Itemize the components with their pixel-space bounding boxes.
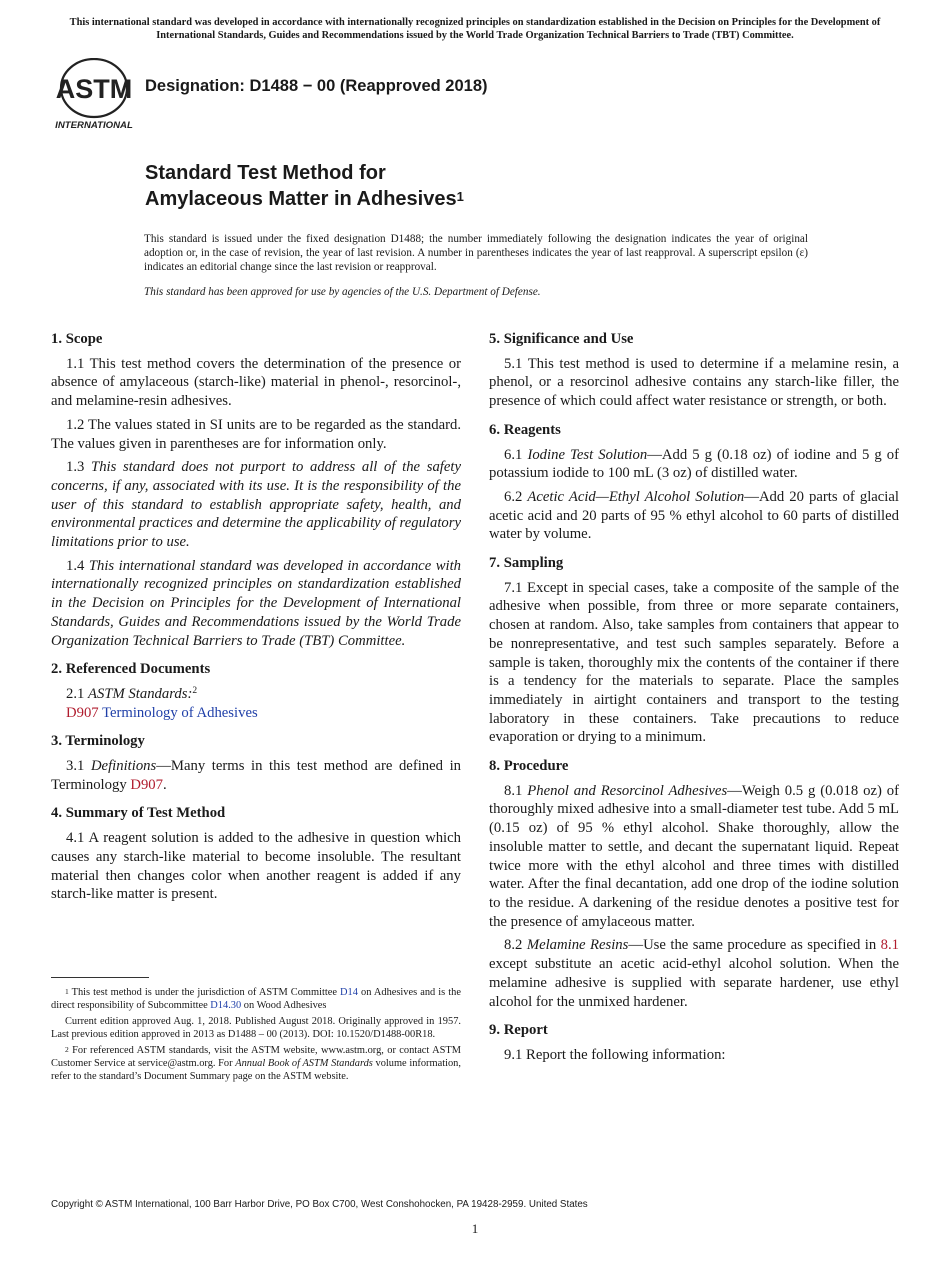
section-2-heading: 2. Referenced Documents [51,661,211,678]
para-5-1: 5.1 This test method is used to determine if a melamine resin, a phenol, or a resorcinol adhesive contains any starch-like filler, the presence of which could affect water resistance or strength, or both. [489,355,899,410]
section-4-heading: 4. Summary of Test Method [51,805,226,822]
para-3-1-end: . [162,776,167,793]
para-3-1-text: —Many terms in this test method are defined in Terminology [51,758,462,793]
para-6-1-num: 6.1 [504,446,523,463]
para-1-4-num: 1.4 [66,557,85,574]
section-1-heading: 1. Scope [51,331,103,347]
section-7-heading: 7. Sampling [489,555,564,572]
para-4-1: 4.1 A reagent solution is added to the adhesive in question which causes any starch-like material to become insoluble. The resultant material then changes color when another reagent is added if any starch-like matter is present. [51,830,461,903]
para-1-1: 1.1 This test method covers the determination of the presence or absence of amylaceous (starch-like) material in phenol-, resorcinol-, and melamine-resin adhesives. [51,355,461,410]
para-3-1 [51,757,461,794]
section-8-heading: 8. Procedure [489,758,569,775]
footnote-1-mark: 1 [65,987,69,996]
footnote-1-text-a: This test method is under the jurisdiction of ASTM Committee [71,987,341,998]
approved-note: This standard has been approved for use by agencies of the U.S. Department of Defense. [144,286,541,298]
para-1-4-text: This international standard was developed in accordance with internationally recognized principles on standardization established in the Decision on Principles for the Development of International Standards, Guides and Recommendations issued by the World Trade Organization Technical Barriers to Trade (TBT) Committee. [51,557,461,649]
footnote-2-text-b: volume information, refer to the standard’s Document Summary page on the ASTM website. [51,1058,461,1083]
footnote-2-text-a: For referenced ASTM standards, visit the ASTM website, www.astm.org, or contact ASTM Customer Service at service@astm.org. For [51,1044,461,1070]
footnote-2 [51,1044,461,1084]
para-6-1 [489,446,899,483]
title-line-1: Standard Test Method for [145,162,386,184]
reference-d907 [51,704,461,723]
para-3-1-num: 3.1 [66,758,85,775]
designation: Designation: D1488 − 00 (Reapproved 2018) [145,77,488,95]
left-column [51,328,461,909]
para-8-1 [489,782,899,932]
para-1-3-num: 1.3 [66,459,85,476]
title-line-2: Amylaceous Matter in Adhesives [145,188,457,210]
section-6-heading: 6. Reagents [489,421,561,438]
para-1-3-text: This standard does not purport to address all of the safety concerns, if any, associated with its use. It is the responsibility of the user of this standard to establish appropriate safety, health, and environmental practices and determine the applicability of regulatory limitations prior to use. [51,459,462,551]
para-6-2-term: Acetic Acid—Ethyl Alcohol Solution [527,488,745,505]
para-2-1-num: 2.1 [66,685,85,702]
section-3-heading: 3. Terminology [51,733,145,750]
para-6-1-term: Iodine Test Solution [527,446,648,463]
astm-logo [54,58,134,132]
para-8-2 [489,936,899,1011]
para-1-4 [51,557,461,651]
para-8-2-text-b: except substitute an acetic acid-ethyl alcohol solution. When the melamine adhesive is supplied with separate hardener, use ethyl alcohol for the unmixed hardener. [489,956,899,1010]
top-notice: This international standard was developed in accordance with internationally recognized principles on standardization established in the Decision on Principles for the Development of International Standards, Guides and Recommendations issued by the World Trade Organization Technical Barriers to Trade (TBT) Committee. [69,17,881,41]
para-6-2-num: 6.2 [504,488,523,505]
para-1-2: 1.2 The values stated in SI units are to be regarded as the standard. The values given in parentheses are for information only. [51,416,461,452]
copyright-line: Copyright © ASTM International, 100 Barr Harbor Drive, PO Box C700, West Conshohocken, PA 19428-2959. United States [51,1199,588,1210]
committee-d14-link[interactable]: D14 [340,987,358,998]
para-2-1 [51,685,461,704]
footnote-1-text-b: on Adhesives and is the direct responsibility of Subcommittee [51,987,461,1012]
para-7-1: 7.1 Except in special cases, take a composite of the sample of the adhesive when possible, from three or more separate containers, chosen at random. Also, take samples from containers that appear to be nonrepresentative, and test such samples separately. Before a sample is taken, thoroughly mix the contents of the container if there is a tendency for the materials to separate. Place the samples immediately in airtight containers and transport to the testing laboratory in these containers. Take precautions to reduce evaporation or drying to a minimum. [489,579,899,746]
title-footnote-mark: 1 [456,189,464,204]
para-8-2-text-a: —Use the same procedure as specified in [628,937,881,954]
para-6-1-text: —Add 5 g (0.18 oz) of iodine and 5 g of potassium iodide to 100 mL (3 oz) of distilled water. [489,446,900,482]
para-8-1-text: —Weigh 0.5 g (0.018 oz) of thoroughly mixed adhesive into a small-diameter test tube. Add 5 mL (0.15 oz) of 95 % ethyl alcohol. Shake thoroughly, allow the insoluble matter to settle, and decant the supernatant liquid. Repeat twice more with the ethyl alcohol and three times with distilled water. After the final decantation, add one drop of the iodine solution to the residue. A darkening of the residue denotes a positive test for the presence of amylaceous matter. [489,782,899,930]
terminology-d907-link[interactable]: D907 [130,776,163,793]
ref-d907-link[interactable]: D907 [66,704,99,721]
para-8-2-term: Melamine Resins [526,937,629,954]
para-8-2-num: 8.2 [504,937,523,954]
para-2-1-text: ASTM Standards: [88,685,193,702]
section-8-1-link[interactable]: 8.1 [880,937,900,954]
para-6-2 [489,488,899,544]
footnote-1 [51,986,461,1013]
section-5-heading: 5. Significance and Use [489,331,634,347]
footnote-2-mark: 2 [65,1044,69,1054]
subcommittee-d14-30-link[interactable]: D14.30 [210,1000,242,1012]
issued-note: This standard is issued under the fixed designation D1488; the number immediately following the designation indicates the year of original adoption or, in the case of revision, the year of last revision. A number in parentheses indicates the year of last reapproval. A superscript epsilon (ε) indicates an editorial change since the last revision or reapproval. [144,233,808,274]
right-column [489,328,899,1070]
footnote-1-text-c: on Wood Adhesives [241,1000,327,1012]
page-number: 1 [471,1221,479,1236]
section-9-heading: 9. Report [489,1022,548,1039]
footnote-divider [51,977,149,978]
para-1-3 [51,458,461,552]
footnotes [51,986,461,1086]
logo-letters: ASTM [55,74,133,104]
para-8-1-num: 8.1 [504,782,523,799]
logo-subtext: INTERNATIONAL [55,120,133,131]
footnote-2-italic: Annual Book of ASTM Standards [235,1058,373,1070]
document-title [145,160,464,212]
footnote-edition: Current edition approved Aug. 1, 2018. Published August 2018. Originally approved in 1957. Last previous edition approved in 2013 as D1488 – 00 (2013). DOI: 10.1520/D1488-00R18. [51,1015,461,1041]
para-9-1: 9.1 Report the following information: [504,1046,726,1063]
para-6-2-text: —Add 20 parts of glacial acetic acid and 20 parts of 95 % ethyl alcohol to 60 parts of distilled water by volume. [489,488,899,543]
ref-d907-title-link[interactable]: Terminology of Adhesives [102,704,258,721]
para-3-1-term: Definitions [90,758,157,775]
para-8-1-term: Phenol and Resorcinol Adhesives [527,782,728,799]
para-2-1-footnote-mark: 2 [192,685,198,696]
